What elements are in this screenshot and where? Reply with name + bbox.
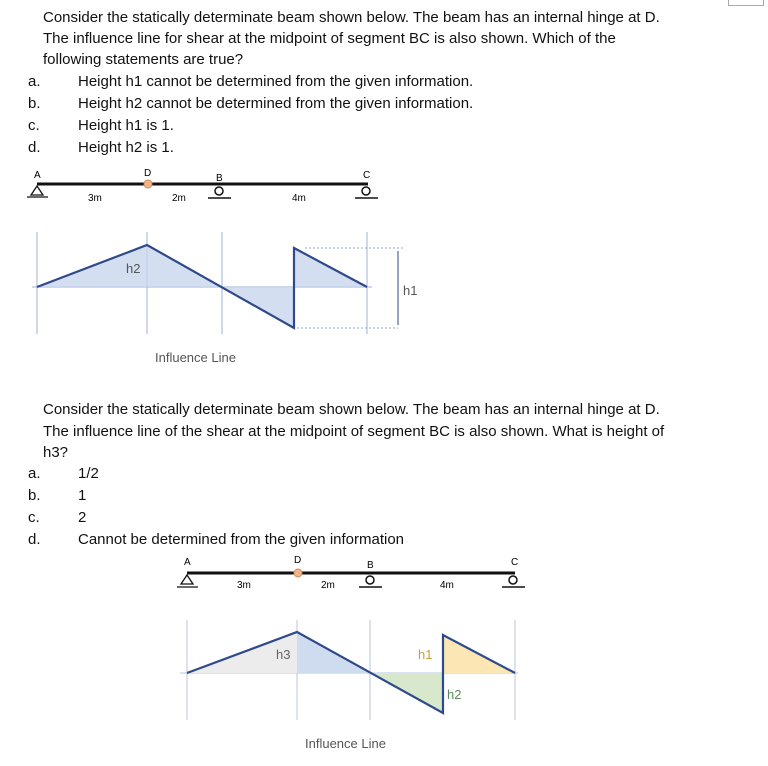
q2-stem-line-1: Consider the statically determinate beam shown below. The beam has an internal hinge at D.: [43, 401, 660, 418]
q1-option-a-letter: a.: [28, 73, 41, 90]
influence-line-2: [180, 620, 518, 751]
q2-option-b-letter: b.: [28, 487, 41, 504]
q1-stem-line-2: The influence line for shear at the midpoint of segment BC is also shown. Which of the: [43, 30, 616, 47]
q2-stem-line-3: h3?: [43, 444, 69, 461]
q1-option-c[interactable]: Height h1 is 1.: [78, 117, 174, 134]
q2-option-d-letter: d.: [28, 531, 41, 548]
label-h2: h2: [447, 687, 462, 702]
q1-option-d-letter: d.: [28, 139, 41, 156]
q2-option-b[interactable]: 1: [78, 487, 87, 504]
span-label-ad: 3m: [88, 193, 102, 204]
q2-option-c-letter: c.: [28, 509, 40, 526]
q1-stem-line-1: Consider the statically determinate beam shown below. The beam has an internal hinge at D.: [43, 9, 660, 26]
beam-figure-2: [177, 555, 525, 591]
beam-figure-1: [27, 168, 378, 204]
hinge-icon: [144, 180, 152, 188]
point-label-a: A: [34, 170, 41, 181]
span-label-ad: 3m: [237, 580, 251, 591]
roller-support-icon: [208, 187, 231, 198]
figure-caption: Influence Line: [305, 736, 386, 751]
point-label-d: D: [294, 555, 302, 566]
point-label-c: C: [363, 170, 371, 181]
q2-option-a-letter: a.: [28, 465, 41, 482]
q1-option-d[interactable]: Height h2 is 1.: [78, 139, 174, 156]
q2-option-a[interactable]: 1/2: [78, 465, 99, 482]
q2-option-c[interactable]: 2: [78, 509, 87, 526]
label-h1: h1: [403, 283, 418, 298]
q1-option-c-letter: c.: [28, 117, 40, 134]
q1-stem-line-3: following statements are true?: [43, 51, 244, 68]
label-h3: h3: [276, 647, 291, 662]
q2-option-d[interactable]: Cannot be determined from the given information: [78, 531, 405, 548]
point-label-b: B: [367, 560, 374, 571]
q1-option-b-letter: b.: [28, 95, 41, 112]
span-label-bc: 4m: [440, 580, 454, 591]
span-label-db: 2m: [321, 580, 335, 591]
point-label-b: B: [216, 173, 223, 184]
roller-support-icon: [359, 576, 382, 587]
hinge-icon: [294, 569, 302, 577]
figure-caption: Influence Line: [155, 350, 236, 365]
label-h2: h2: [126, 261, 141, 276]
point-label-d: D: [144, 168, 152, 179]
point-label-c: C: [511, 557, 519, 568]
point-label-a: A: [184, 557, 191, 568]
q1-option-b[interactable]: Height h2 cannot be determined from the given information.: [78, 95, 474, 112]
q2-stem-line-2: The influence line of the shear at the midpoint of segment BC is also shown. What is height of: [43, 423, 665, 440]
span-label-db: 2m: [172, 193, 186, 204]
roller-support-icon: [355, 187, 378, 198]
span-label-bc: 4m: [292, 193, 306, 204]
label-h1: h1: [418, 647, 433, 662]
roller-support-icon: [502, 576, 525, 587]
pin-support-icon: [177, 575, 198, 587]
influence-line-1: [32, 232, 417, 365]
pin-support-icon: [27, 186, 48, 197]
q1-option-a[interactable]: Height h1 cannot be determined from the given information.: [78, 73, 474, 90]
